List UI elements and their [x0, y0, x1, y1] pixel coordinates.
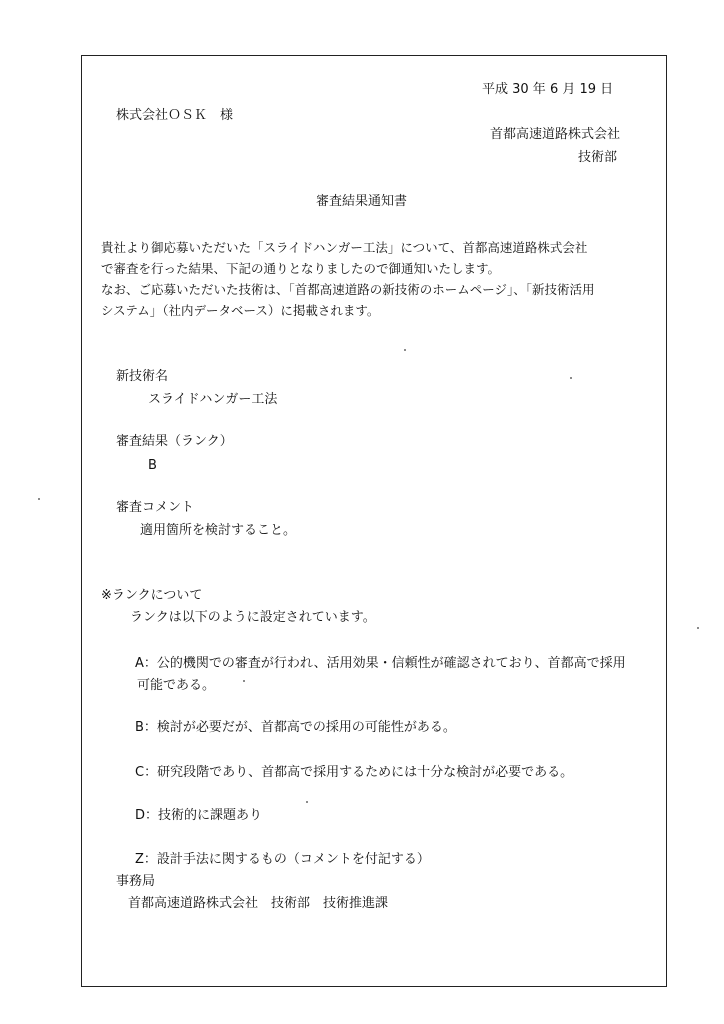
- office-label: 事務局: [116, 874, 156, 889]
- scan-speck: [697, 627, 699, 629]
- rank-z: Z：設計手法に関するもの（コメントを付記する）: [135, 852, 430, 867]
- sender-company: 首都高速道路株式会社: [490, 127, 621, 142]
- document-title: 審査結果通知書: [316, 194, 408, 209]
- scan-speck: [243, 680, 245, 682]
- comment-label: 審査コメント: [116, 500, 195, 515]
- body-line-3: なお、ご応募いただいた技術は、「首都高速道路の新技術のホームページ」、「新技術活用: [101, 282, 595, 297]
- scan-speck: [570, 377, 572, 379]
- body-line-2: で審査を行った結果、下記の通りとなりましたので御通知いたします。: [101, 261, 501, 276]
- rank-intro: ランクは以下のように設定されています。: [130, 610, 376, 625]
- scan-speck: [306, 801, 308, 803]
- rank-b: B：検討が必要だが、首都高での採用の可能性がある。: [135, 720, 456, 735]
- sender-department: 技術部: [578, 150, 618, 165]
- rank-a-line-1: A：公的機関での審査が行われ、活用効果・信頼性が確認されており、首都高で採用: [135, 656, 626, 671]
- scan-speck: [38, 498, 40, 500]
- rank-a-line-2: 可能である。: [137, 678, 216, 693]
- office-value: 首都高速道路株式会社 技術部 技術推進課: [128, 896, 389, 911]
- body-line-1: 貴社より御応募いただいた「スライドハンガー工法」について、首都高速道路株式会社: [101, 240, 588, 255]
- body-line-4: システム」（社内データベース）に掲載されます。: [101, 303, 380, 318]
- comment-value: 適用箇所を検討すること。: [140, 523, 297, 538]
- tech-name-label: 新技術名: [116, 369, 169, 384]
- rank-d: D：技術的に課題あり: [135, 808, 263, 823]
- rank-c: C：研究段階であり、首都高で採用するためには十分な検討が必要である。: [135, 765, 574, 780]
- tech-name-value: スライドハンガー工法: [148, 392, 278, 407]
- result-label: 審査結果（ランク）: [116, 434, 233, 449]
- scan-speck: [404, 349, 406, 351]
- recipient: 株式会社ＯＳＫ 様: [116, 108, 234, 123]
- rank-heading: ※ランクについて: [101, 588, 203, 603]
- date: 平成 30 年 6 月 19 日: [482, 82, 614, 97]
- result-value: B: [148, 458, 157, 473]
